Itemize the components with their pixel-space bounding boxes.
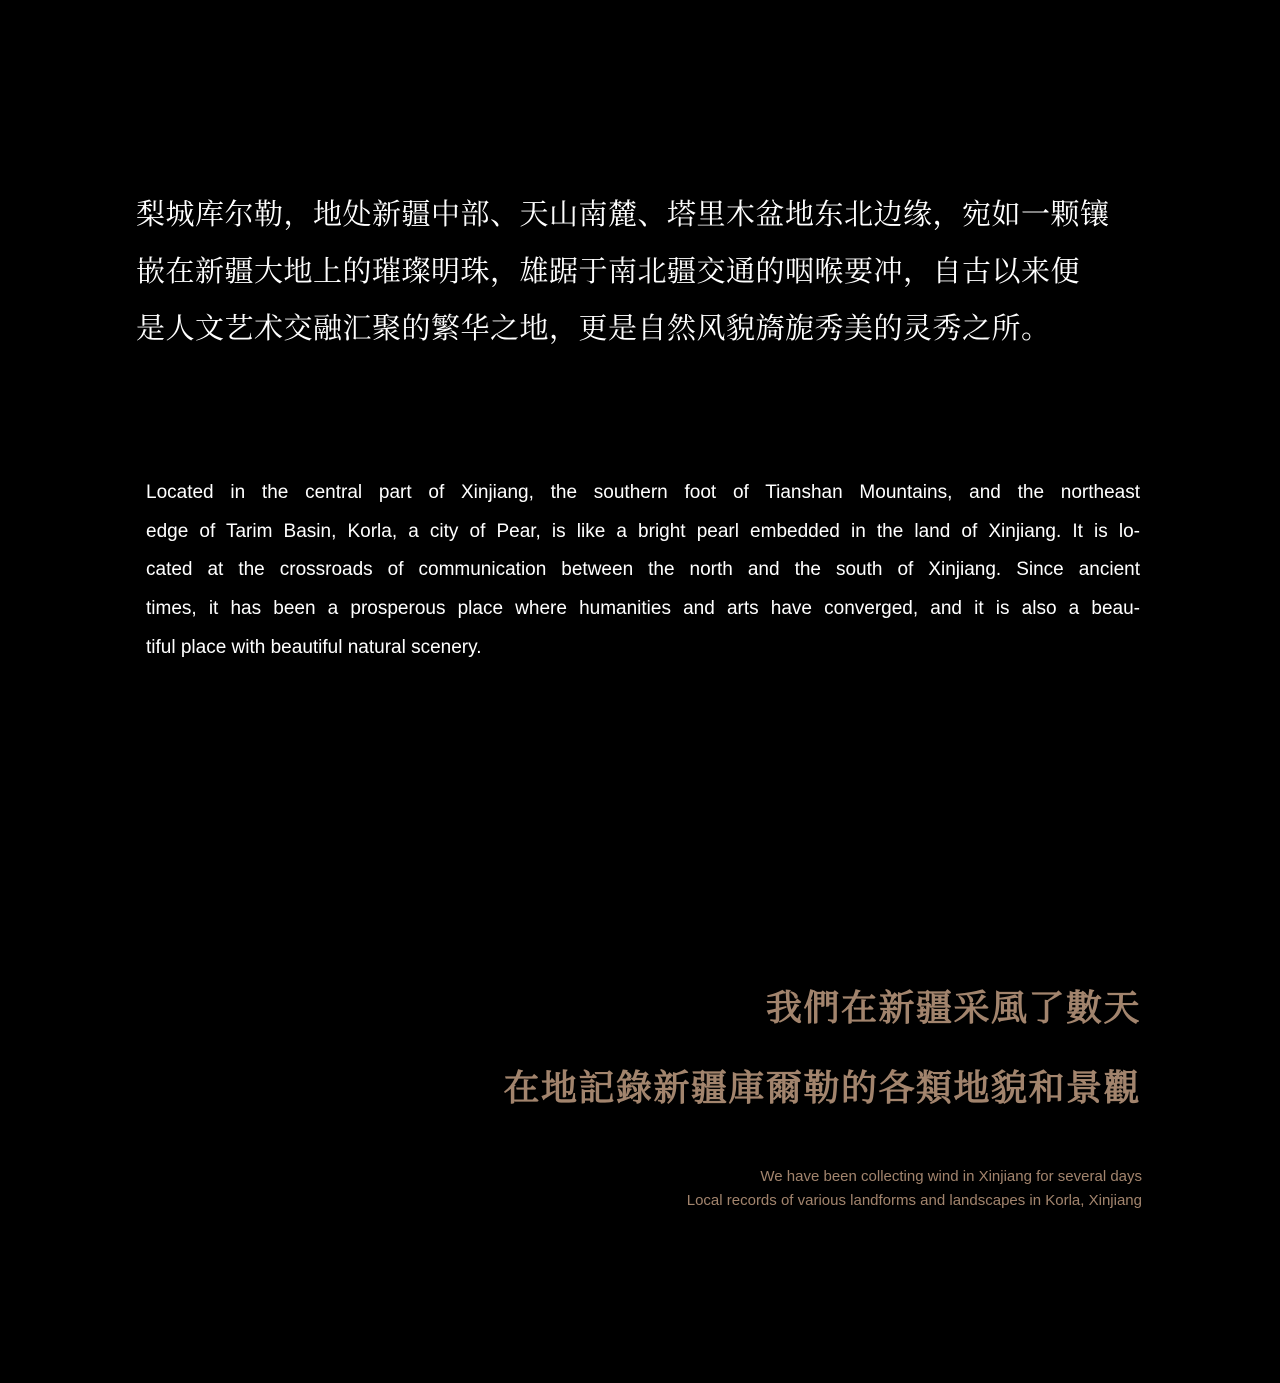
slogan-english-line: Local records of various landforms and landscapes in Korla, Xinjiang (686, 1192, 1142, 1209)
intro-english-line: cated at the crossroads of communication between the north and the south of Xinjiang. Since ancient (146, 559, 1140, 581)
intro-english-line: tiful place with beautiful natural scenery. (146, 636, 482, 658)
slogan-english (687, 1165, 1142, 1213)
intro-english-line: Located in the central part of Xinjiang, the southern foot of Tianshan Mountains, and the northeast (146, 482, 1140, 503)
intro-chinese-paragraph (136, 186, 1148, 357)
intro-english-line: edge of Tarim Basin, Korla, a city of Pear, is like a bright pearl embedded in the land of Xinjiang. It is lo- (146, 520, 1140, 542)
intro-chinese-line: 嵌在新疆大地上的璀璨明珠，雄踞于南北疆交通的咽喉要冲，自古以来便 (136, 254, 1081, 288)
intro-chinese-line: 梨城库尔勒，地处新疆中部、天山南麓、塔里木盆地东北边缘，宛如一颗镶 (136, 197, 1110, 231)
slogan-english-line: We have been collecting wind in Xinjiang for several days (760, 1168, 1142, 1185)
slogan-chinese (503, 968, 1141, 1128)
intro-english-line: times, it has been a prosperous place where humanities and arts have converged, and it is also a beau- (146, 598, 1140, 620)
intro-chinese-line: 是人文艺术交融汇聚的繁华之地，更是自然风貌旖旎秀美的灵秀之所。 (136, 311, 1051, 345)
intro-english-paragraph (146, 474, 1140, 668)
slogan-chinese-line: 我們在新疆采風了數天 (765, 987, 1141, 1029)
slogan-chinese-line: 在地記錄新疆庫爾勒的各類地貌和景觀 (503, 1067, 1141, 1109)
